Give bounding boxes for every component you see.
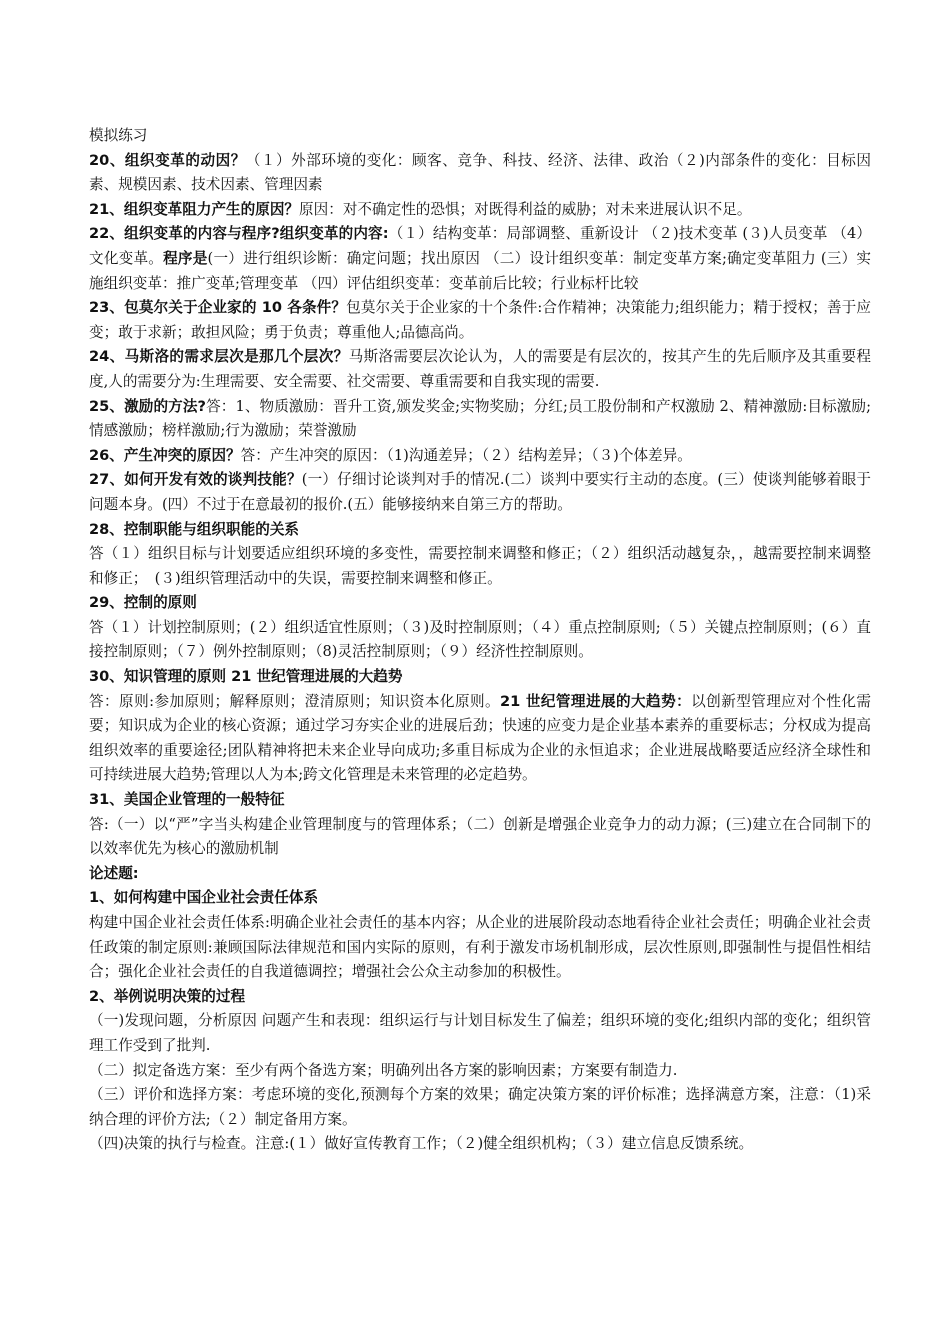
answer-text: 答：产生冲突的原因：（1)沟通差异；（２）结构差异；（３)个体差异。 [240,446,692,464]
question-20 [89,149,871,198]
question-22 [89,222,871,296]
answer-text: (一）仔细讨论谈判对手的情况.(二）谈判中要实行主动的态度。(三）使谈判能够着眼于问题本身。(四）不过于在意最初的报价.(五）能够接纳来自第三方的帮助。 [89,471,871,513]
question-title: 22、组织变革的内容与程序?组织变革的内容: [89,225,389,243]
answer-text: 原因：对不确定性的恐惧；对既得利益的威胁；对未来进展认识不足。 [299,200,752,218]
question-25 [89,395,871,444]
question-29-answer: 答（１）计划控制原则；(２）组织适宜性原则；（３)及时控制原则；（４）重点控制原则;（５）关键点控制原则；(６）直接控制原则；（７）例外控制原则；（8)灵活控制原则；（９）经济性控制原则。 [89,618,871,661]
question-30-title: 30、知识管理的原则 21 世纪管理进展的大趋势 [89,668,403,686]
answer-subheading: 21 世纪管理进展的大趋势： [500,692,692,710]
answer-text: 包莫尔关于企业家的十个条件:合作精神；决策能力;组织能力；精于授权；善于应变；敢于求新；敢担风险；勇于负责；尊重他人;品德高尚。 [89,299,871,341]
question-26 [89,444,871,469]
answer-text: （１）结构变革：局部调整、重新设计 （２)技术变革 (３)人员变革 （4）文化变革。 [89,225,871,267]
answer-text: 以创新型管理应对个性化需要；知识成为企业的核心资源；通过学习夯实企业的进展后劲；快速的应变力是企业基本素养的重要标志；分权成为提高组织效率的重要途径;团队精神将把未来企业导向成功;多重目标成为企业的永恒追求；企业进展战略要适应经济全球性和可持续进展大趋势;管理以人为本;跨文化管理是未来管理的必定趋势。 [89,692,872,784]
document-page [89,124,871,1157]
question-title: 24、马斯洛的需求层次是那几个层次？ [89,348,349,366]
question-28-answer: 答（１）组织目标与计划要适应组织环境的多变性，需要控制来调整和修正；（２）组织活动越复杂，，越需要控制来调整和修正； (３)组织管理活动中的失误，需要控制来调整和修正。 [89,545,871,587]
answer-text: (一）进行组织诊断：确定问题；找出原因 （二）设计组织变革：制定变革方案;确定变革阻力 (三）实施组织变革：推广变革;管理变革 （四）评估组织变革：变革前后比较；行业标杆比较 [89,249,871,292]
answer-text: 答：原则:参加原则；解释原则；澄清原则；知识资本化原则。 [89,692,501,710]
question-23 [89,296,871,345]
question-30-answer [89,690,871,788]
question-29-title: 29、控制的原则 [89,594,197,612]
question-31-answer: 答:（一）以“严”字当头构建企业管理制度与的管理体系；（二）创新是增强企业竞争力的动力源；(三)建立在合同制下的以效率优先为核心的激励机制 [89,815,871,858]
question-title: 23、包莫尔关于企业家的 10 各条件？ [89,299,347,317]
question-title: 26、产生冲突的原因？ [89,446,241,464]
question-21 [89,198,871,223]
answer-text: 马斯洛需要层次论认为，人的需要是有层次的，按其产生的先后顺序及其重要程度,人的需要分为:生理需要、安全需要、社交需要、尊重需要和自我实现的需要. [89,348,871,390]
essay-2-step-3: （三）评价和选择方案：考虑环境的变化,预测每个方案的效果；确定决策方案的评价标准；选择满意方案，注意：（1)采纳合理的评价方法;（２）制定备用方案。 [89,1086,871,1128]
essay-2-step-1: （一)发现问题，分析原因 问题产生和表现：组织运行与计划目标发生了偏差；组织环境的变化;组织内部的变化；组织管理工作受到了批判. [89,1012,871,1054]
essay-section-heading: 论述题: [89,864,139,882]
answer-text: （１）外部环境的变化：顾客、竞争、科技、经济、法律、政治（２)内部条件的变化：目标因素、规模因素、技术因素、管理因素 [89,151,871,194]
page-header: 模拟练习 [89,127,148,144]
essay-2-step-2: （二）拟定备选方案：至少有两个备选方案；明确列出各方案的影响因素；方案要有制造力. [89,1061,678,1079]
essay-2-step-4: （四)决策的执行与检查。注意:(１）做好宣传教育工作；（２)健全组织机构；（３）建立信息反馈系统。 [89,1135,754,1153]
essay-1-answer: 构建中国企业社会责任体系:明确企业社会责任的基本内容；从企业的进展阶段动态地看待企业社会责任；明确企业社会责任政策的制定原则:兼顾国际法律规范和国内实际的原则，有利于激发市场机制形成，层次性原则,即强制性与提倡性相结合；强化企业社会责任的自我道德调控；增强社会公众主动参加的积极性。 [89,914,871,981]
answer-text: 答：1、物质激励：晋升工资,颁发奖金;实物奖励；分红;员工股份制和产权激励 2、精神激励:目标激励;情感激励；榜样激励;行为激励；荣誉激励 [89,397,871,440]
question-28-title: 28、控制职能与组织职能的关系 [89,520,300,538]
question-title: 27、如何开发有效的谈判技能？ [89,471,302,489]
question-27 [89,468,871,517]
answer-subheading: 程序是 [163,249,208,267]
question-24 [89,345,871,394]
question-31-title: 31、美国企业管理的一般特征 [89,791,285,809]
question-title: 20、组织变革的动因？ [89,151,246,169]
essay-1-title: 1、如何构建中国企业社会责任体系 [89,889,319,907]
essay-2-title: 2、举例说明决策的过程 [89,987,246,1005]
question-title: 25、激励的方法? [89,397,206,415]
question-title: 21、组织变革阻力产生的原因？ [89,200,300,218]
